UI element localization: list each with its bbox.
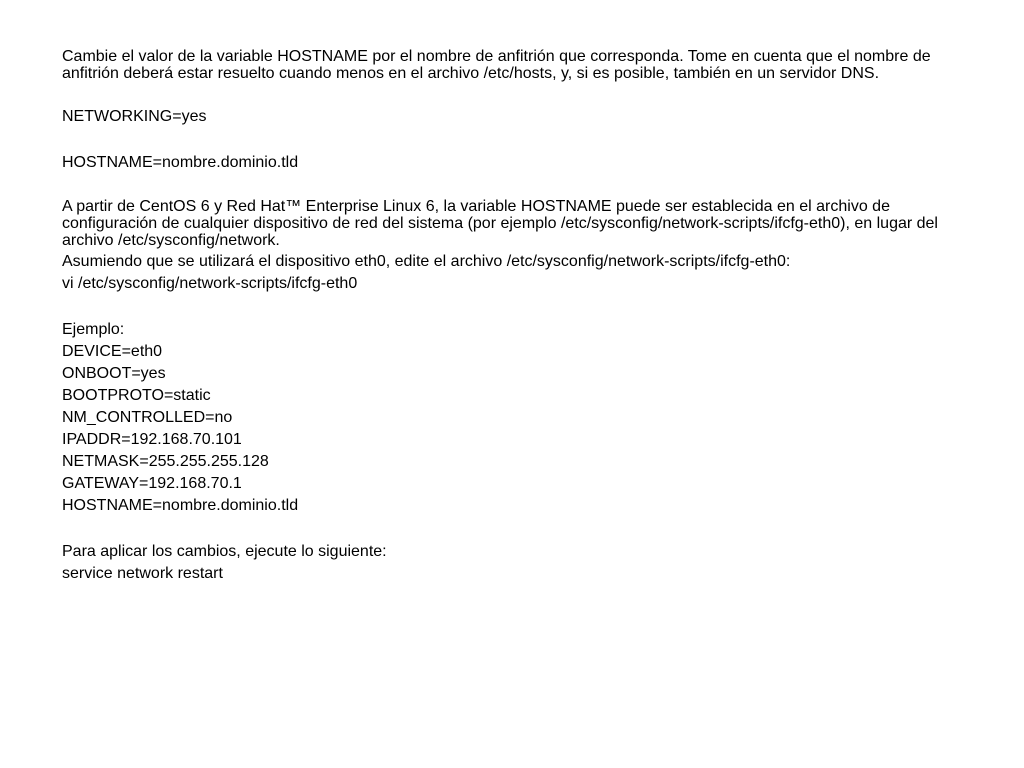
- apply-instruction: Para aplicar los cambios, ejecute lo siguiente:: [62, 543, 387, 560]
- example-label: Ejemplo:: [62, 321, 125, 338]
- config-line-onboot: ONBOOT=yes: [62, 365, 166, 382]
- spacer: [62, 82, 967, 106]
- config-line-hostname: HOSTNAME=nombre.dominio.tld: [62, 497, 299, 514]
- centos-note-paragraph: A partir de CentOS 6 y Red Hat™ Enterprise Linux 6, la variable HOSTNAME puede ser establecida en el archivo de configuración de cualquier dispositivo de red del sistema (por ejemplo /etc/sysconfig/network-scripts/ifcfg-eth0), en lugar del archivo /etc/sysconfig/network.: [62, 198, 938, 249]
- spacer: [62, 295, 967, 319]
- eth0-instruction: Asumiendo que se utilizará el dispositivo eth0, edite el archivo /etc/sysconfig/network-scripts/ifcfg-eth0:: [62, 253, 791, 270]
- spacer: [62, 128, 967, 152]
- spacer: [62, 517, 967, 541]
- restart-command: service network restart: [62, 565, 223, 582]
- hostname-setting: HOSTNAME=nombre.dominio.tld: [62, 154, 299, 171]
- config-line-bootproto: BOOTPROTO=static: [62, 387, 211, 404]
- config-line-device: DEVICE=eth0: [62, 343, 163, 360]
- intro-paragraph: Cambie el valor de la variable HOSTNAME por el nombre de anfitrión que corresponda. Tome en cuenta que el nombre de anfitrión deberá estar resuelto cuando menos en el archivo /etc/hosts, y, si es posible, también en un servidor DNS.: [62, 48, 931, 82]
- config-line-ipaddr: IPADDR=192.168.70.101: [62, 431, 242, 448]
- config-line-gateway: GATEWAY=192.168.70.1: [62, 475, 242, 492]
- config-line-nm-controlled: NM_CONTROLLED=no: [62, 409, 233, 426]
- slide-content: [62, 48, 967, 585]
- spacer: [62, 174, 967, 198]
- edit-command: vi /etc/sysconfig/network-scripts/ifcfg-eth0: [62, 275, 358, 292]
- config-line-netmask: NETMASK=255.255.255.128: [62, 453, 269, 470]
- networking-setting: NETWORKING=yes: [62, 108, 207, 125]
